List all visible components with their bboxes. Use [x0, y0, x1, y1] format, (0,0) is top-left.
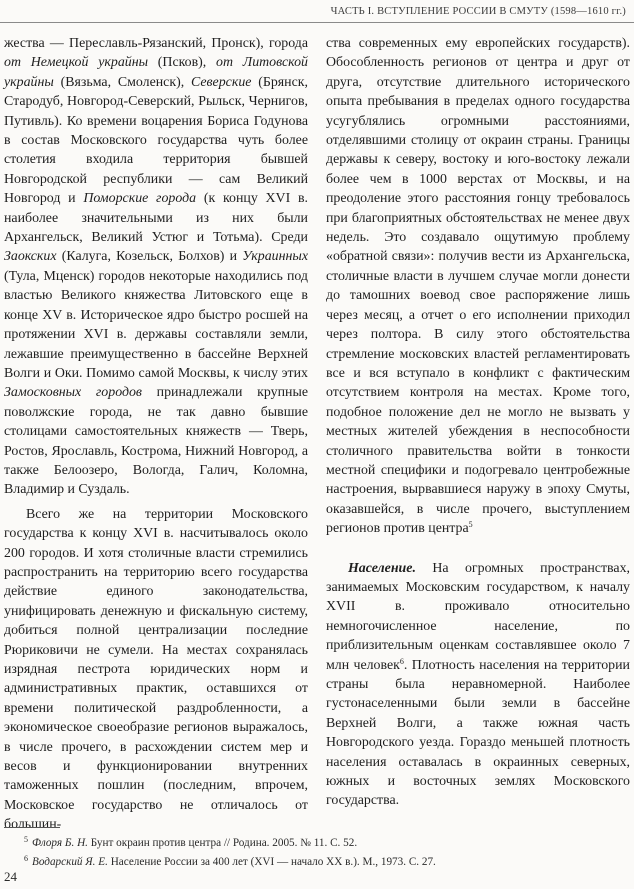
footnote-ref-6[interactable]: 6	[399, 656, 404, 666]
footnote-5: $^5$ Флоря Б. Н. Бунт окраин против центра // Родина. 2005. № 11. С. 52.	[24, 835, 358, 849]
paragraph-cities: жества — Переславль-Рязанский, Пронск), города от Немецкой украйны (Псков), от Литовской украйны (Вязьма, Смоленск), Северские (Брянск, Стародуб, Новгород-Северский, Рыльск, Чернигов, Путивль). Ко времени воцарения Бориса Годунова в состав Московского государства чуть более столетия входила территория бывшей Новгородской республики — сам Великий Новгород и Поморские города (к концу XVI в. наиболее значительными из них были Архангельск, Великий Устюг и Тотьма). Среди Заокских (Калуга, Козельск, Болхов) и Украинных (Тула, Мценск) городов некоторые находились под властью Великого княжества Литовского еще в конце XV в. Историческое ядро быстро росшей на протяжении XVI в. державы составляли земли, лежавшие преимущественно в бассейне Верхней Волги и Оки. Помимо самой Москвы, к числу этих Замосковных городов принадлежали крупные поволжские города, не так давно бывшие столицами самостоятельных княжеств — Тверь, Ростов, Ярославль, Кострома, Нижний Новгород, а также Белоозеро, Вологда, Галич, Коломна, Владимир и Суздаль.	[4, 36, 309, 498]
left-column	[4, 34, 308, 835]
running-header	[331, 6, 626, 17]
running-header-title: ЧАСТЬ I. ВСТУПЛЕНИЕ РОССИИ В СМУТУ	[330, 6, 548, 17]
page-number: 24	[4, 869, 17, 884]
footnote-ref-5[interactable]: 5	[468, 520, 473, 530]
paragraph-regions: ства современных ему европейских государств). Обособленность регионов от центра и друг от друга, отсутствие длительного исторического опыта пребывания в пределах одного государства усугублялись огромными расстояниями, отделявшими столицу от окраин страны. Границы державы к северу, востоку и юго-востоку лежали более чем в 1000 верстах от Москвы, и на преодоление этого расстояния гонцу требовалось при благоприятных обстоятельствах не менее двух недель. Это создавало ощутимую проблему «обратной связи»: получив вести из Архангельска, столичные власти в лучшем случае могли донести до тамошних воевод свое распоряжение лишь через месяц, а отчет о его исполнении приходил через полтора. В силу этого обстоятельства стремление московских властей регламентировать все и вся вступало в конфликт с фактическим отсутствием контроля на местах. Кроме того, подобное положение дел не могло не вызвать у местных жителей убеждения в неспособности столичного правительства войти в тонкости местной специфики и подогревало центробежные настроения, вырвавшиеся наружу в эпоху Смуты, оказавшейся, в числе прочего, выступлением регионов против центра$^5$	[326, 36, 630, 537]
running-header-years: (1598—1610 гг.)	[550, 6, 626, 17]
footnotes	[4, 832, 624, 870]
footnote-divider	[4, 827, 60, 828]
right-column	[326, 34, 630, 811]
paragraph-centralization: Всего же на территории Московского государства к концу XVI в. насчитывалось около 200 городов. И хотя столичные власти стремились распространить на территорию всего государства действие единого законодательства, унифицировать денежную и фискальную систему, добиться полной централизации последние Рюриковичи не сумели. На местах сохранялась изрядная пестрота юридических норм и административных практик, оставшихся от времени политической раздробленности, а экономическое своеобразие регионов выражалось, в числе прочего, в расхождении систем мер и весов и функционировании внутренних таможенных пошлин (последним, впрочем, Московское государство не отличалось от большин-	[4, 506, 308, 833]
header-divider	[0, 22, 634, 23]
footnote-6: $^6$ Водарский Я. Е. Население России за 400 лет (XVI — начало XX в.). М., 1973. С. 27.	[24, 854, 436, 868]
paragraph-population: Население. На огромных пространствах, занимаемых Московским государством, к началу XVII в. проживало относительно немногочисленное население, по приблизительным оценкам составлявшее около 7 млн человек$^6$. Плотность населения на территории страны была неравномерной. Наиболее густонаселенными были земли в бассейне Верхней Волги, а также южная часть Новгородского уезда. Гораздо меньшей плотность населения оставалась в окраинных северных, южных и восточных землях Московского государства.	[326, 560, 630, 809]
section-title-population: Население.	[348, 560, 416, 576]
